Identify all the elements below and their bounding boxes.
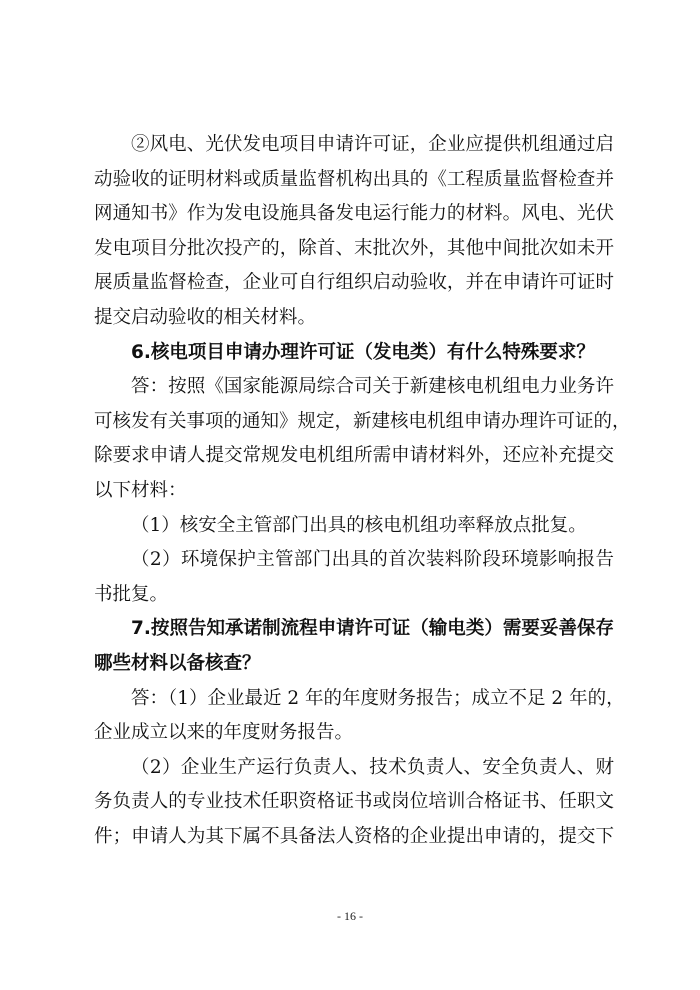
document-body	[94, 128, 631, 854]
text-line: 7.按照告知承诺制流程申请许可证（输电类）需要妥善保存	[131, 618, 614, 640]
text-line: （2）环境保护主管部门出具的首次装料阶段环境影响报告	[131, 549, 614, 571]
text-line: 展质量监督检查，企业可自行组织启动验收，并在申请许可证时	[94, 272, 614, 294]
text-line: 发电项目分批次投产的，除首、末批次外，其他中间批次如未开	[94, 237, 614, 259]
text-line: 提交启动验收的相关材料。	[94, 306, 317, 328]
text-line: ②风电、光伏发电项目申请许可证，企业应提供机组通过启	[131, 134, 614, 155]
question-heading	[94, 612, 614, 681]
text-line: （2）企业生产运行负责人、技术负责人、安全负责人、财	[131, 756, 614, 778]
text-line: 哪些材料以备核查？	[94, 652, 261, 674]
text-line: （1）核安全主管部门出具的核电机组功率释放点批复。	[131, 514, 587, 536]
text-line: 可核发有关事项的通知》规定，新建核电机组申请办理许可证的，	[94, 410, 631, 432]
page-number: - 16 -	[337, 909, 363, 923]
text-line: 答：按照《国家能源局综合司关于新建核电机组电力业务许	[131, 376, 614, 398]
text-line: 答：（1）企业最近 2 年的年度财务报告；成立不足 2 年的，	[131, 687, 625, 709]
list-item	[94, 751, 614, 855]
text-line: 务负责人的专业技术任职资格证书或岗位培训合格证书、任职文	[94, 791, 614, 813]
text-line: 除要求申请人提交常规发电机组所需申请材料外，还应补充提交	[94, 445, 614, 467]
text-line: 件；申请人为其下属不具备法人资格的企业提出申请的，提交下	[94, 825, 614, 847]
paragraph	[94, 128, 614, 336]
list-item	[94, 509, 614, 544]
list-item	[94, 543, 614, 612]
text-line: 动验收的证明材料或质量监督机构出具的《工程质量监督检查并	[94, 168, 614, 190]
list-item	[94, 682, 625, 751]
text-line: 网通知书》作为发电设施具备发电运行能力的材料。风电、光伏	[94, 203, 614, 225]
text-line: 以下材料：	[94, 479, 187, 501]
question-heading	[94, 336, 614, 371]
text-line: 6.核电项目申请办理许可证（发电类）有什么特殊要求？	[131, 341, 595, 363]
text-line: 书批复。	[94, 583, 169, 605]
answer-paragraph	[94, 370, 631, 508]
text-line: 企业成立以来的年度财务报告。	[94, 722, 354, 744]
